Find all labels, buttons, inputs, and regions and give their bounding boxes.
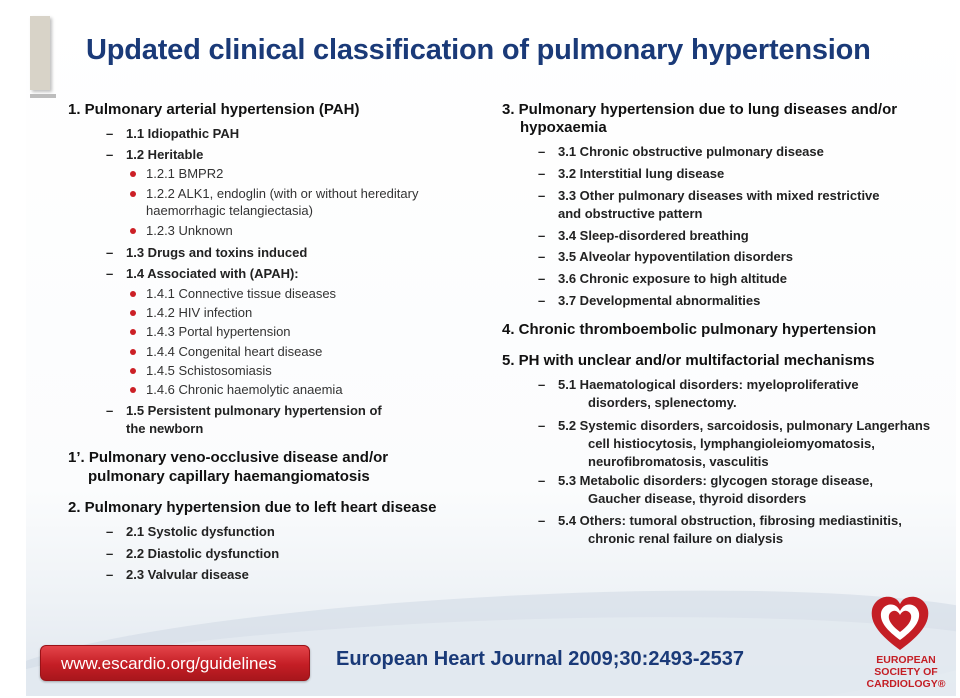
logo-line-1: EUROPEAN — [876, 654, 936, 666]
subitem-3-4: – 3.4 Sleep-disordered breathing — [538, 228, 749, 243]
subitem-5-2-cont2: neurofibromatosis, vasculitis — [588, 454, 769, 469]
bullet-1-2-3: 1.2.3 Unknown — [146, 222, 233, 240]
bullet-1-4-1: 1.4.1 Connective tissue diseases — [146, 285, 336, 303]
subitem-2-3: – 2.3 Valvular disease — [106, 567, 249, 582]
logo-line-3: CARDIOLOGY® — [866, 678, 946, 690]
subitem-5-2-cont1: cell histiocytosis, lymphangioleiomyomatosis, — [588, 436, 875, 451]
subitem-3-2: – 3.2 Interstitial lung disease — [538, 166, 725, 181]
bullet-1-4-2: 1.4.2 HIV infection — [146, 304, 252, 322]
bullet-dot-icon — [130, 329, 136, 335]
bullet-dot-icon — [130, 387, 136, 393]
subitem-3-1: – 3.1 Chronic obstructive pulmonary disease — [538, 144, 824, 159]
group-3-heading-cont: hypoxaemia — [520, 119, 607, 136]
guidelines-url-link[interactable]: www.escardio.org/guidelines — [40, 645, 310, 681]
bullet-dot-icon — [130, 228, 136, 234]
subitem-1-5: – 1.5 Persistent pulmonary hypertension of — [106, 403, 382, 418]
group-3-heading: 3. Pulmonary hypertension due to lung diseases and/or — [502, 101, 898, 118]
subitem-1-1: – 1.1 Idiopathic PAH — [106, 126, 240, 141]
bullet-1-2-2-cont: haemorrhagic telangiectasia) — [146, 203, 313, 218]
bullet-1-2-2: 1.2.2 ALK1, endoglin (with or without hereditary — [146, 185, 418, 203]
subitem-3-3-cont: and obstructive pattern — [558, 206, 703, 221]
bullet-1-4-6: 1.4.6 Chronic haemolytic anaemia — [146, 381, 343, 399]
subitem-1-4: – 1.4 Associated with (APAH): — [106, 266, 299, 281]
subitem-1-3: – 1.3 Drugs and toxins induced — [106, 245, 308, 260]
slide-title: Updated clinical classification of pulmonary hypertension — [86, 34, 871, 66]
subitem-5-3: – 5.3 Metabolic disorders: glycogen storage disease, — [538, 473, 873, 488]
bullet-dot-icon — [130, 171, 136, 177]
journal-citation: European Heart Journal 2009;30:2493-2537 — [336, 648, 744, 670]
subitem-5-4-cont: chronic renal failure on dialysis — [588, 531, 784, 546]
bullet-dot-icon — [130, 368, 136, 374]
corner-divider — [30, 94, 56, 98]
corner-decoration — [30, 16, 50, 90]
subitem-5-3-cont: Gaucher disease, thyroid disorders — [588, 491, 807, 506]
slide — [26, 8, 956, 696]
subitem-5-2: – 5.2 Systemic disorders, sarcoidosis, pulmonary Langerhans — [538, 418, 931, 433]
bullet-1-2-1: 1.2.1 BMPR2 — [146, 165, 223, 183]
subitem-2-2: – 2.2 Diastolic dysfunction — [106, 546, 280, 561]
subitem-3-3: – 3.3 Other pulmonary diseases with mixed restrictive — [538, 188, 880, 203]
subitem-1-2: – 1.2 Heritable — [106, 147, 204, 162]
group-4-heading: 4. Chronic thromboembolic pulmonary hypertension — [502, 321, 877, 338]
subitem-3-6: – 3.6 Chronic exposure to high altitude — [538, 271, 787, 286]
bullet-1-4-3: 1.4.3 Portal hypertension — [146, 323, 291, 341]
logo-line-2: SOCIETY OF — [874, 666, 938, 678]
bullet-1-4-4: 1.4.4 Congenital heart disease — [146, 343, 322, 361]
group-1-heading: 1. Pulmonary arterial hypertension (PAH) — [68, 101, 360, 118]
esc-heart-logo-icon — [868, 594, 932, 654]
subitem-3-7: – 3.7 Developmental abnormalities — [538, 293, 761, 308]
group-1-prime-heading-cont: pulmonary capillary haemangiomatosis — [88, 468, 370, 485]
bullet-1-4-5: 1.4.5 Schistosomiasis — [146, 362, 272, 380]
group-2-heading: 2. Pulmonary hypertension due to left heart disease — [68, 499, 437, 516]
subitem-2-1: – 2.1 Systolic dysfunction — [106, 524, 275, 539]
subitem-5-1-cont: disorders, splenectomy. — [588, 395, 737, 410]
subitem-3-5: – 3.5 Alveolar hypoventilation disorders — [538, 249, 794, 264]
group-1-prime-heading: 1’. Pulmonary veno-occlusive disease and/or — [68, 449, 389, 466]
bullet-dot-icon — [130, 349, 136, 355]
bullet-dot-icon — [130, 191, 136, 197]
bullet-dot-icon — [130, 310, 136, 316]
esc-logo-text — [852, 654, 956, 690]
subitem-1-5-cont: the newborn — [126, 421, 204, 436]
group-5-heading: 5. PH with unclear and/or multifactorial mechanisms — [502, 352, 875, 369]
subitem-5-4: – 5.4 Others: tumoral obstruction, fibrosing mediastinitis, — [538, 513, 902, 528]
bullet-dot-icon — [130, 291, 136, 297]
subitem-5-1: – 5.1 Haematological disorders: myeloproliferative — [538, 377, 859, 392]
